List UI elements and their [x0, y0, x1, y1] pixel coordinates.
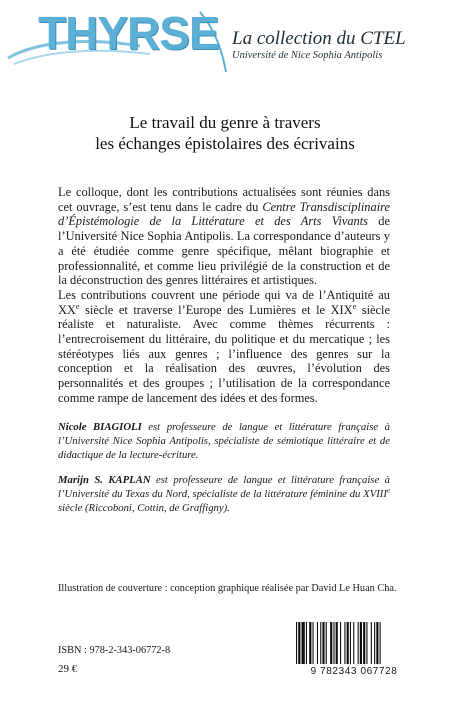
author-bio-1 — [58, 420, 390, 462]
barcode-bar — [363, 622, 365, 664]
barcode-bar — [330, 622, 332, 664]
isbn: ISBN : 978-2-343-06772-8 — [58, 645, 171, 656]
author-bio-2 — [58, 473, 390, 515]
collection-title: La collection du CTEL — [232, 28, 406, 49]
barcode-bar — [320, 622, 321, 664]
ordinal-sup: e — [352, 301, 357, 311]
barcode-bar — [374, 622, 375, 664]
author-name: Marijn S. KAPLAN — [58, 474, 151, 486]
barcode-bar — [322, 622, 324, 664]
barcode-bar — [336, 622, 338, 664]
barcode-digits: 9 782343 067728 — [310, 666, 398, 677]
barcode-bar — [340, 622, 341, 664]
abstract-paragraph-1 — [58, 185, 390, 288]
series-logo: THYRSE — [38, 7, 219, 59]
abstract-p1-text-a: Le colloque, dont les contributions actualisées sont réunies dans cet ouvrage, s’est tenu dans le cadre du — [58, 185, 390, 214]
barcode-bar — [353, 622, 354, 664]
barcode-bar — [309, 622, 311, 664]
author-name: Nicole BIAGIOLI — [58, 421, 142, 433]
abstract-p2-text-a: Les contributions couvrent une période qui va de l’Antiquité au XX — [58, 287, 390, 317]
abstract — [58, 185, 390, 406]
barcode-bar — [298, 622, 300, 664]
abstract-p2-text-b: siècle et traverse l’Europe des Lumières et le XIX — [79, 302, 353, 317]
barcode-bar — [371, 622, 372, 664]
abstract-p1-text-b: de l’Université Nice Sophia Antipolis. La correspondance d’auteurs y a été étudiée comme genre spécifique, mêlant biographie et professionnalité, et comme lieu privilégié de la construction et de la déconstruction des genres littéraires et artistiques. — [58, 214, 390, 288]
barcode-bar — [366, 622, 367, 664]
price: 29 € — [58, 663, 78, 675]
barcode-bar — [344, 622, 345, 664]
barcode-bar — [376, 622, 378, 664]
barcode-bar — [317, 622, 318, 664]
barcode-bar — [347, 622, 349, 664]
author-bio-text: est professeure de langue et littérature française à l’Université Nice Sophia Antipolis, spécialiste de sémiotique littéraire et de didactique de la lecture-écriture. — [58, 421, 390, 461]
collection-subtitle: Université de Nice Sophia Antipolis — [232, 50, 383, 61]
barcode-bar — [380, 622, 381, 664]
barcode-bar — [360, 622, 362, 664]
cover-credit: Illustration de couverture : conception graphique réalisée par David Le Huan Cha. — [58, 583, 397, 594]
barcode-bar — [333, 622, 334, 664]
barcode-bar — [306, 622, 307, 664]
series-header — [0, 0, 450, 90]
ordinal-sup: e — [75, 301, 80, 311]
abstract-paragraph-2 — [58, 288, 390, 406]
author-bio-text-a: est professeure de langue et littérature française à l’Université du Texas du Nord, spécialiste de la littérature féminine du XVIII — [58, 474, 390, 500]
abstract-p2-text-c: siècle réaliste et naturaliste. Avec comme thèmes récurrents : l’entrecroisement du littéraire, du politique et du mercatique ; les stéréotypes liés aux genres ; l’influence des genres sur la conception et la réalisation des œuvres, l’évolution des personnalités et des groupes ; l’utilisation de la correspondance comme rampe de lancement des idées et des formes. — [58, 302, 390, 405]
barcode-bar — [326, 622, 327, 664]
book-title-line-1: Le travail du genre à travers — [129, 113, 321, 132]
ordinal-sup: e — [386, 486, 390, 495]
book-title-line-2: les échanges épistolaires des écrivains — [95, 134, 355, 153]
barcode-bar — [350, 622, 351, 664]
author-bio-text-b: siècle (Riccoboni, Cottin, de Graffigny). — [58, 502, 230, 514]
barcode-bar — [358, 622, 359, 664]
barcode-bar — [296, 622, 297, 664]
institution-name: Centre Transdisciplinaire d’Épistémologie de la Littérature et des Arts Vivants — [58, 199, 391, 229]
barcode-bar — [302, 622, 305, 664]
barcode-bar — [313, 622, 314, 664]
